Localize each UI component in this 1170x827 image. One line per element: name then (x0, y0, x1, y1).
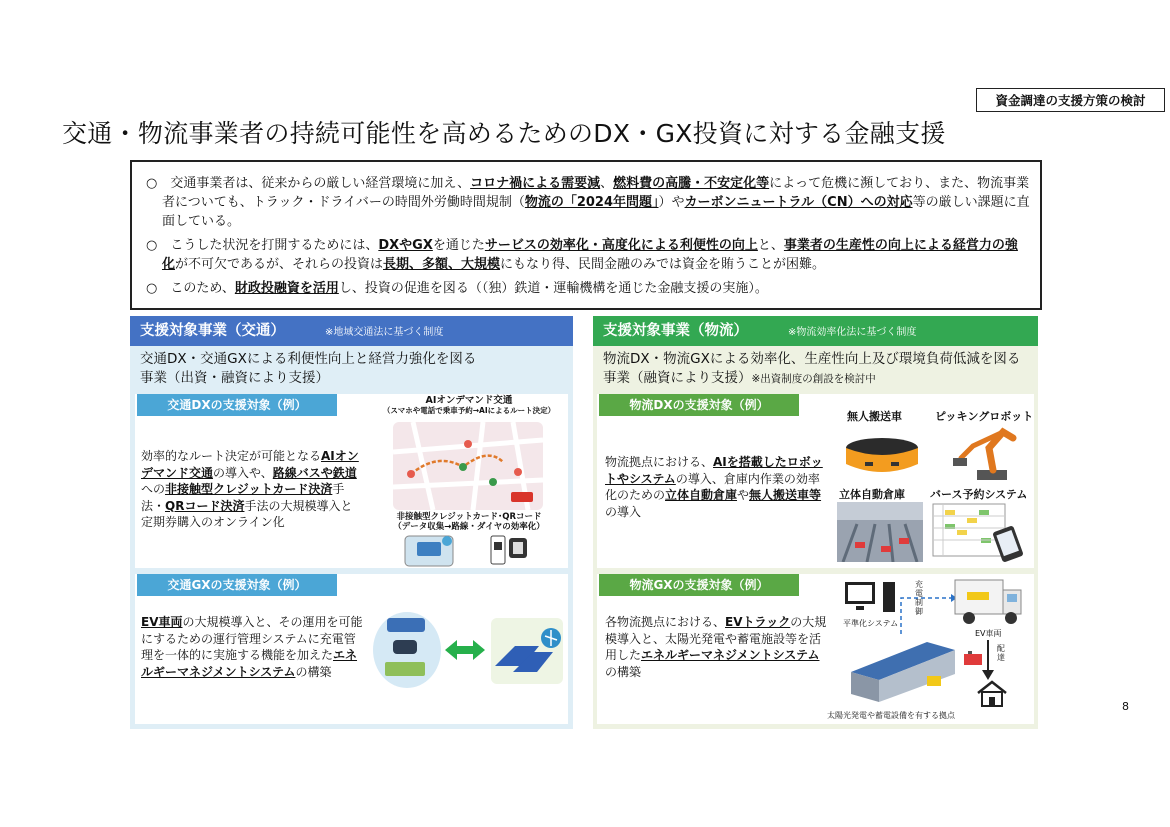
summary-box (130, 160, 1042, 310)
right-header-note: ※物流効率化法に基づく制度 (788, 327, 917, 338)
left-header-title: 支援対象事業（交通） (140, 323, 285, 339)
left-dx-text (141, 448, 363, 531)
t: にもなり得、民間金融のみでは資金を賄うことが困難。 (500, 257, 826, 272)
t: ○ このため、 (146, 281, 235, 296)
t: （スマホや電話で乗車予約→AIによるルート決定） (382, 406, 556, 415)
computer-icon (843, 580, 899, 616)
picking-robot-illustration (943, 424, 1023, 482)
ai-ondemand-map-illustration (393, 422, 543, 510)
t: ）や (658, 195, 685, 210)
t: と、 (757, 238, 784, 253)
right-panel-header (593, 316, 1038, 346)
t: カーボンニュートラル（CN）への対応 (684, 195, 913, 210)
t: 路線バスや鉄道 (272, 465, 357, 480)
t: QRコード決済 (165, 498, 245, 513)
t: AIオンデマンド交通 (425, 395, 513, 406)
t: エネルギーマネジメントシステム (141, 648, 358, 679)
t: 物流DX・物流GXによる効率化、生産性向上及び環境負荷低減を図る事業（融資により支援） (603, 351, 1021, 386)
delivery-label: 配達 (997, 644, 1005, 662)
contactless-caption (371, 512, 567, 532)
house-icon (975, 680, 1009, 708)
berth-reservation-illustration (931, 502, 1029, 562)
ai-ondemand-caption (371, 396, 567, 416)
right-dx-box (597, 394, 1034, 568)
t: 立体自動倉庫 (665, 488, 738, 502)
t: 燃料費の高騰・不安定化等 (613, 176, 770, 191)
t: 事業者の生産性の向上による経営力の強化 (162, 238, 1018, 272)
auto-warehouse-label: 立体自動倉庫 (839, 488, 905, 501)
left-gx-text (141, 614, 366, 680)
t: 非接触型クレジットカード決済 (165, 482, 333, 496)
summary-p1 (146, 174, 1030, 231)
payment-card-icon (403, 534, 455, 568)
solar-base-label: 太陽光発電や蓄電設備を有する拠点 (827, 711, 955, 720)
battery-icon (963, 650, 983, 666)
agv-illustration (837, 428, 927, 482)
t: サービスの効率化・高度化による利便性の向上 (484, 238, 758, 253)
right-subtitle (593, 346, 1038, 393)
picking-robot-label: ピッキングロボット (935, 410, 1034, 423)
t: 非接触型クレジットカード･QRコード (396, 512, 542, 522)
t: 物流の「2024年問題」 (524, 195, 659, 210)
right-dx-header: 物流DXの支援対象（例） (599, 394, 799, 416)
summary-p2 (146, 236, 1030, 274)
t: AIを搭載したロボットやシステム (605, 455, 823, 486)
dashed-connector (897, 594, 957, 634)
ev-truck-illustration (953, 578, 1025, 626)
t: し、投資の促進を図る（（独）鉄道・運輸機構を通じた金融支援の実施）。 (338, 281, 768, 296)
berth-reservation-label: バース予約システム (930, 488, 1028, 501)
t: の導入、倉庫内作業の効率化のための (605, 471, 820, 502)
t: （データ収集→路線・ダイヤの効率化） (393, 522, 545, 532)
section-tag: 資金調達の支援方策の検討 (976, 88, 1165, 112)
page-title: 交通・物流事業者の持続可能性を高めるためのDX・GX投資に対する金融支援 (62, 119, 946, 148)
t: 各物流拠点における、 (605, 615, 726, 629)
t: 物流拠点における、 (605, 455, 714, 469)
t: エネルギーマネジメントシステム (641, 648, 820, 662)
right-dx-text (605, 454, 827, 520)
left-gx-box (135, 574, 568, 724)
leveling-system-label: 平準化システム (843, 619, 899, 628)
left-panel (130, 316, 573, 729)
agv-label: 無人搬送車 (847, 410, 902, 423)
right-gx-text (605, 614, 827, 680)
left-panel-header (130, 316, 573, 346)
t: によって危機に瀕しており、また、物流事業者についても、トラック・ドライバーの時間外労働時間規制（ (162, 176, 1030, 210)
page-number: 8 (1122, 700, 1129, 713)
t: 効率的なルート決定が可能となる (141, 449, 322, 463)
delivery-arrow (981, 640, 995, 682)
t: が不可欠であるが、それらの投資は (175, 257, 384, 272)
right-header-title: 支援対象事業（物流） (603, 323, 748, 339)
t: ○ 交通事業者は、従来からの厳しい経営環境に加え、 (146, 176, 471, 191)
t: の導入 (605, 504, 642, 519)
t: を通じた (432, 238, 485, 253)
t: EV車両 (141, 615, 183, 629)
t: 財政投融資を活用 (234, 281, 339, 296)
t: の大規模導入と、太陽光発電や蓄電施設等を活用した (605, 615, 827, 662)
charge-control-label: 充電制御 (915, 580, 923, 616)
t: 手法の大規模導入と定期券購入のオンライン化 (141, 498, 353, 529)
left-gx-header: 交通GXの支援対象（例） (137, 574, 337, 596)
t: 等の厳しい課題に直面している。 (162, 195, 1030, 229)
t: への (141, 482, 166, 496)
t: 、 (600, 176, 614, 191)
left-header-note: ※地域交通法に基づく制度 (325, 327, 444, 338)
ev-vehicle-label: EV車両 (975, 629, 1002, 638)
left-dx-header: 交通DXの支援対象（例） (137, 394, 337, 416)
qr-reader-icon (487, 534, 531, 568)
left-dx-box (135, 394, 568, 568)
auto-warehouse-illustration (837, 502, 923, 562)
left-subtitle: 交通DX・交通GXによる利便性向上と経営力強化を図る事業（出資・融資により支援） (140, 351, 477, 386)
t: コロナ禍による需要減 (470, 176, 601, 191)
right-gx-header: 物流GXの支援対象（例） (599, 574, 799, 596)
t: の大規模導入と、その運用を可能にするための運行管理システムに充電管理を一体的に実施する機能を加えた (141, 615, 363, 662)
t: DXやGX (378, 238, 433, 253)
warehouse-solar-illustration (847, 636, 959, 706)
t: 手法・ (141, 482, 345, 513)
t: EVトラック (725, 615, 791, 629)
t: AIオンデマンド交通 (141, 449, 359, 480)
ev-energy-illustration (373, 610, 565, 690)
t: の導入や、 (213, 465, 273, 480)
right-panel (593, 316, 1038, 729)
t: 無人搬送車等 (749, 488, 822, 502)
right-gx-box (597, 574, 1034, 724)
t: ※出資制度の創設を検討中 (751, 373, 876, 385)
t: ○ こうした状況を打開するためには、 (146, 238, 379, 253)
t: の構築 (605, 664, 642, 679)
t: や (737, 488, 750, 502)
t: の構築 (295, 664, 332, 679)
t: 長期、多額、大規模 (383, 257, 501, 272)
summary-p3 (146, 279, 1030, 298)
